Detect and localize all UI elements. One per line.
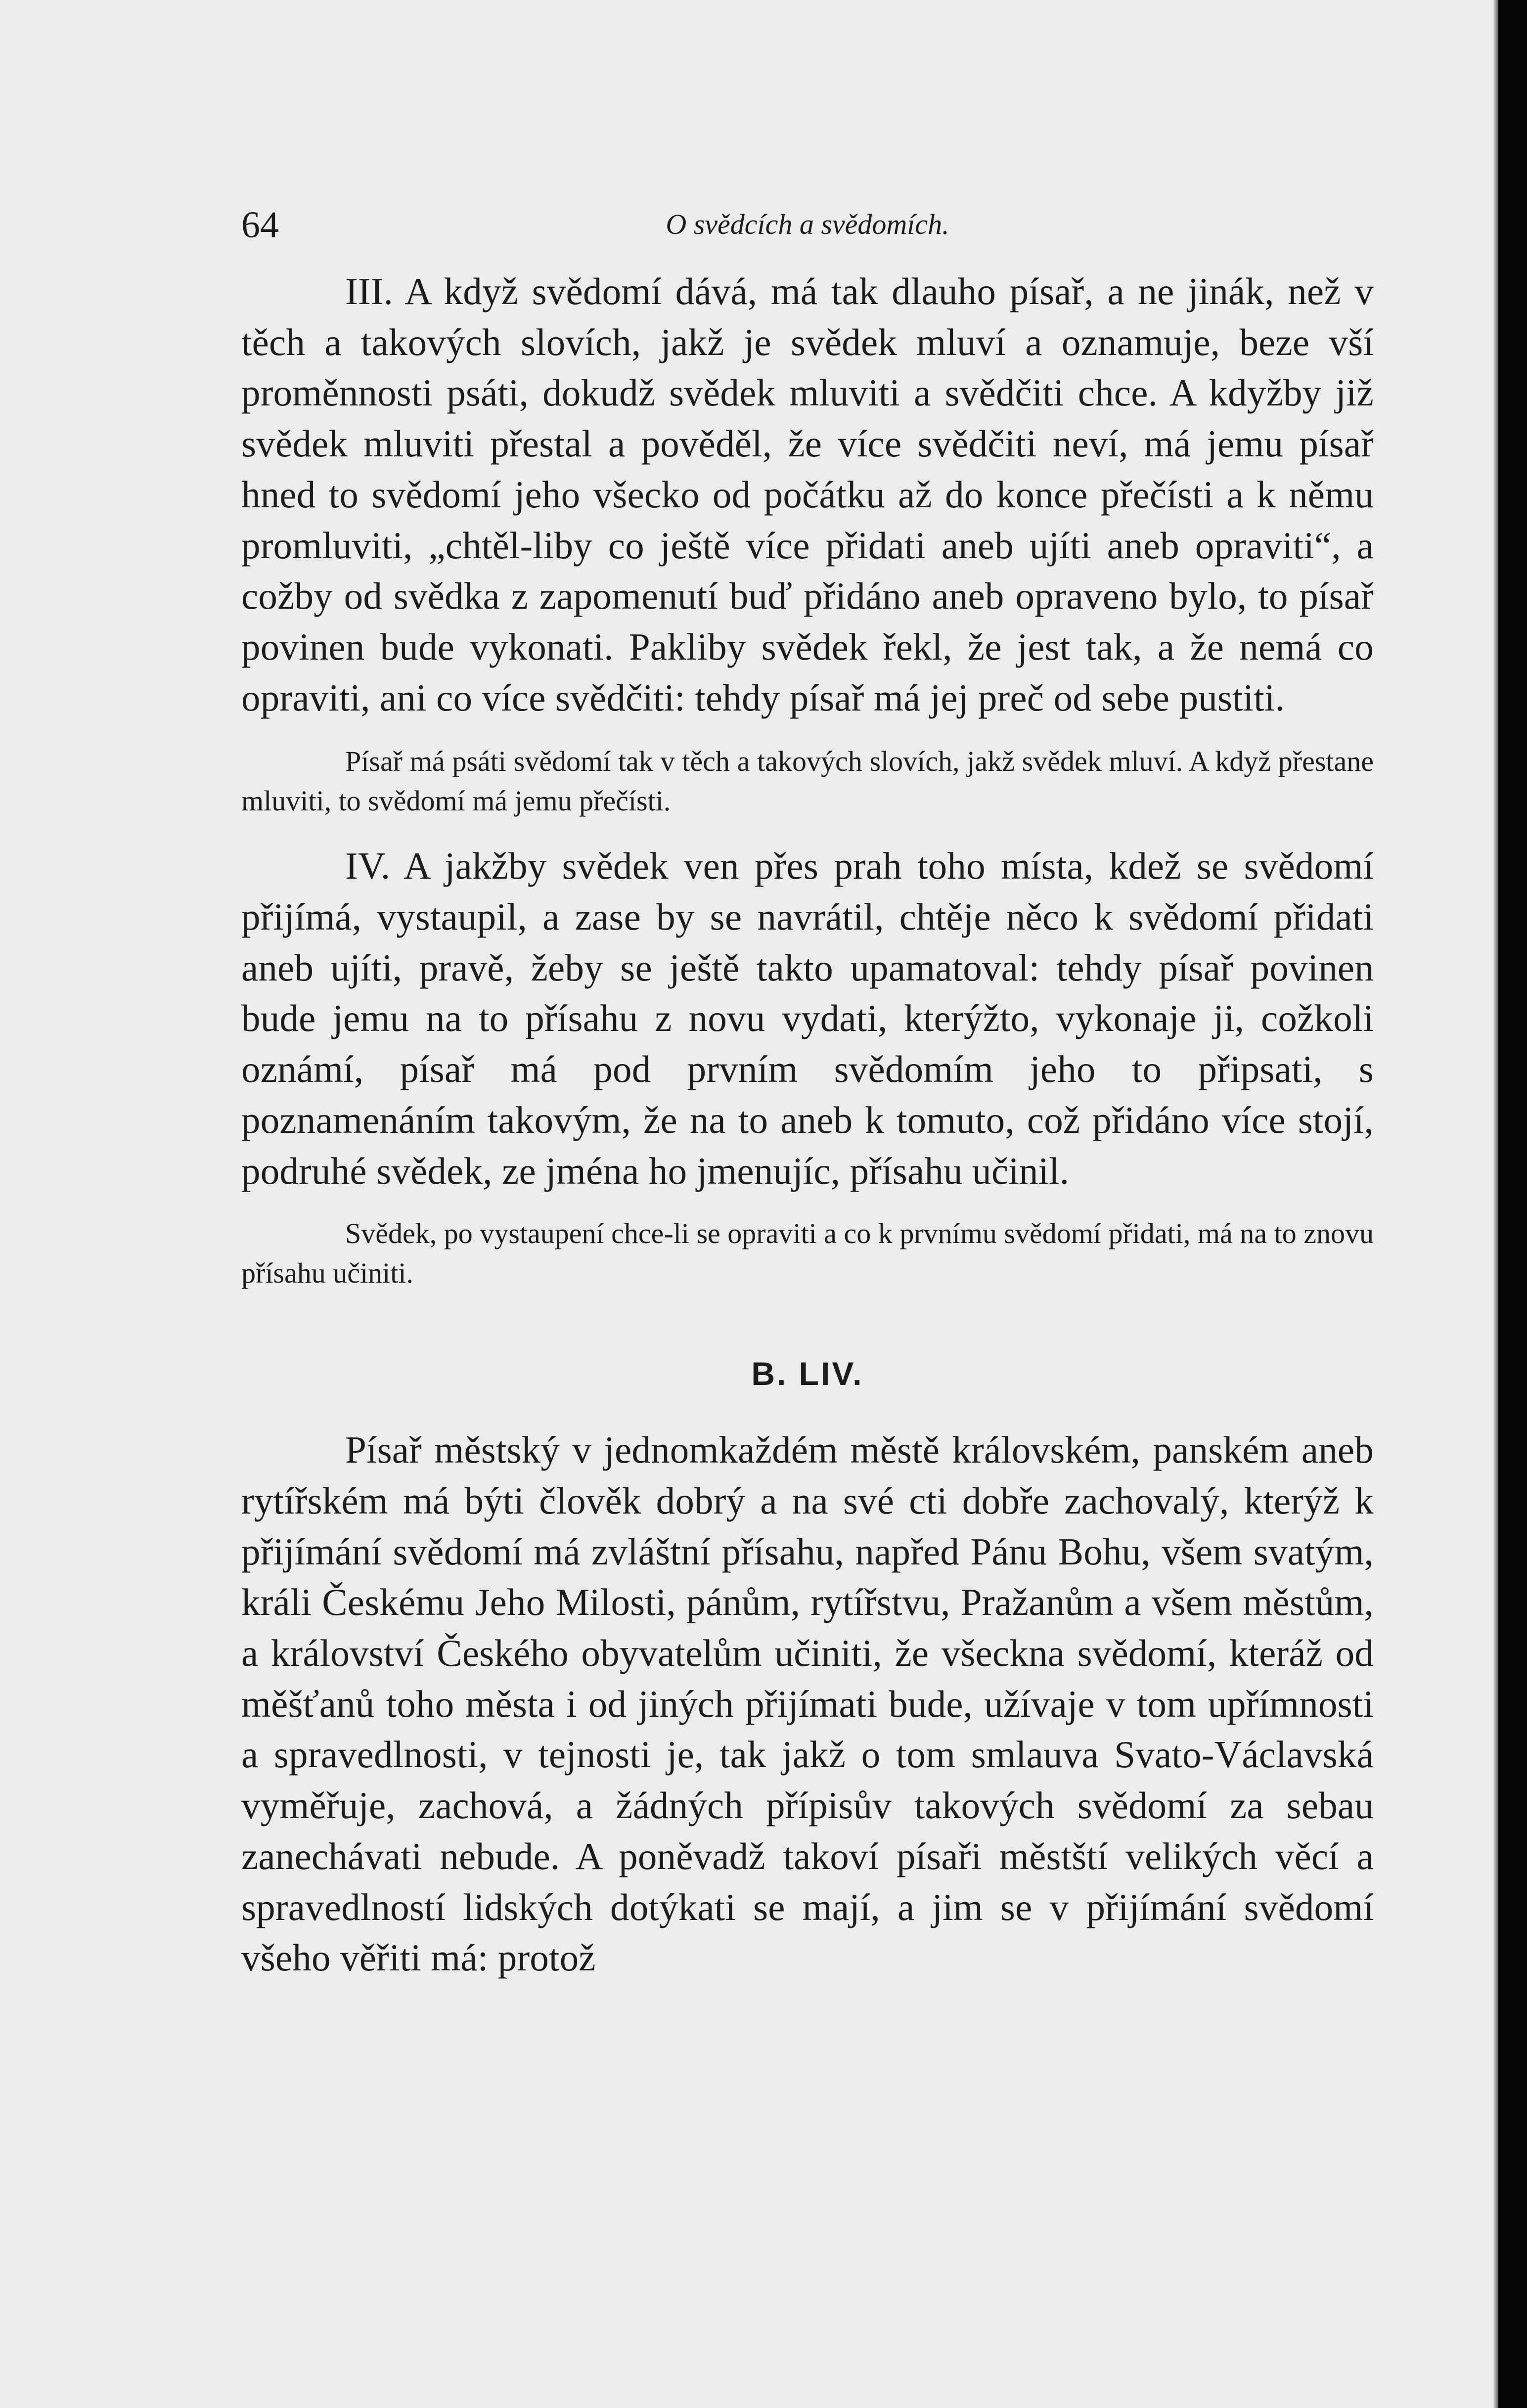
running-head <box>241 188 1374 252</box>
paragraph-iii: III. A když svědomí dává, má tak dlauho písař, a ne jinák, než v těch a takových slovích, jakž je svědek mluví a oznamuje, beze vší proměnnosti psáti, dokudž svědek mluviti a svědčiti chce. A kdyžby již svědek mluviti přestal a pověděl, že více svědčiti neví, má jemu písař hned to svědomí jeho všecko od počátku až do konce přečísti a k němu promluviti, „chtěl-liby co ještě více přidati aneb ujíti aneb opraviti“, a cožby od svědka z zapomenutí buď přidáno aneb opraveno bylo, to písař povinen bude vykonati. Pakliby svědek řekl, že jest tak, a že nemá co opraviti, ani co více svědčiti: tehdy písař má jej preč od sebe pustiti. <box>241 270 1374 719</box>
section-heading: B. LIV. <box>751 1355 864 1392</box>
marginal-note-iii: Písař má psáti svědomí tak v těch a takových slovích, jakž svědek mluví. A když přestane mluviti, to svědomí má jemu přečísti. <box>241 745 1374 817</box>
paragraph-iv: IV. A jakžby svědek ven přes prah toho místa, kdež se svědomí přijímá, vystaupil, a zase by se navrátil, chtěje něco k svědomí přidati aneb ujíti, pravě, žeby se ještě takto upamatoval: tehdy písař povinen bude jemu na to přísahu z novu vydati, kterýžto, vykonaje ji, cožkoli oznámí, písař má pod prvním svědomím jeho to připsati, s poznamenáním takovým, že na to aneb k tomuto, což přidáno více stojí, podruhé svědek, ze jména ho jmenujíc, přísahu učinil. <box>241 845 1374 1192</box>
running-title: O svědcích a svědomích. <box>666 208 949 240</box>
paragraph-liv: Písař městský v jednomkaždém městě královském, panském aneb rytířském má býti člověk dobrý a na své cti dobře zachovalý, kterýž k přijímání svědomí má zvláštní přísahu, napřed Pánu Bohu, všem svatým, králi Českému Jeho Milosti, pánům, rytířstvu, Pražanům a všem městům, a království Českého obyvatelům učiniti, že všeckna svědomí, kteráž od měšťanů toho města i od jiných přijímati bude, užívaje v tom upřímnosti a spravedlnosti, v tejnosti je, tak jakž o tom smlauva Svato-Václavská vyměřuje, zachová, a žádných přípisův takových svědomí za sebau zanechávati nebude. A poněvadž takoví písaři městští velikých věcí a spravedlností lidských dotýkati se mají, a jim se v přijímání svědomí všeho věřiti má: protož <box>241 1428 1374 1979</box>
scan-border-shadow <box>1493 0 1498 2408</box>
scan-border <box>1498 0 1527 2408</box>
marginal-note-iv: Svědek, po vystaupení chce-li se opraviti a co k prvnímu svědomí přidati, má na to znovu přísahu učiniti. <box>241 1217 1374 1290</box>
book-page <box>241 188 1374 1983</box>
page-number: 64 <box>241 204 279 246</box>
